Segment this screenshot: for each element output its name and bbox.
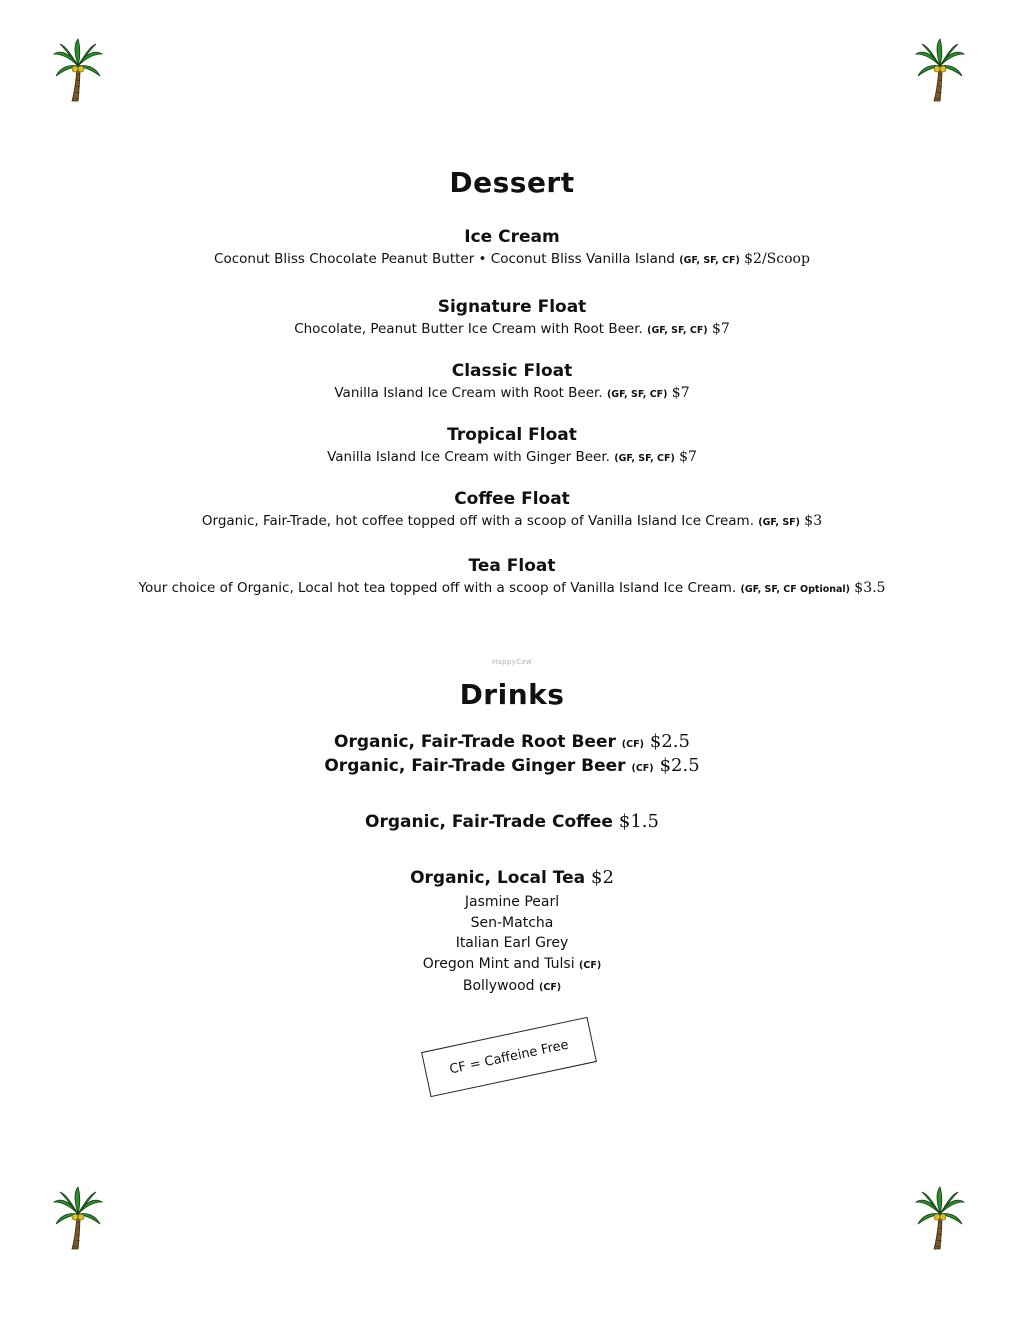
item-price: $3	[804, 513, 823, 529]
drink-name: Organic, Local Tea	[410, 868, 586, 888]
diet-tags: (CF)	[579, 959, 602, 971]
drink-item-ginger-beer	[0, 754, 1024, 781]
diet-tags: (GF, SF, CF Optional)	[740, 584, 850, 595]
tea-name: Bollywood	[462, 978, 535, 994]
palm-tree-icon	[52, 1186, 104, 1252]
item-desc-text: Your choice of Organic, Local hot tea topped off with a scoop of Vanilla Island Ice Cream.	[138, 580, 737, 596]
drink-price: $2.5	[659, 755, 700, 776]
tea-option	[0, 913, 1024, 934]
tea-option	[0, 954, 1024, 977]
diet-tags: (CF)	[539, 982, 562, 993]
item-description	[0, 383, 1024, 405]
diet-tags: (GF, SF)	[758, 517, 800, 528]
drink-item-root-beer	[0, 730, 1024, 757]
item-price: $7	[671, 385, 690, 401]
item-desc-text: Organic, Fair-Trade, hot coffee topped off with a scoop of Vanilla Island Ice Cream.	[201, 513, 754, 529]
menu-item-classic-float	[0, 360, 1024, 405]
drink-item-coffee	[0, 810, 1024, 834]
palm-tree-icon	[52, 38, 104, 104]
menu-item-coffee-float	[0, 488, 1024, 533]
item-name: Ice Cream	[464, 227, 560, 247]
legend-text: CF = Caffeine Free	[448, 1037, 570, 1077]
item-name: Tea Float	[468, 556, 556, 576]
watermark: HappyCow	[492, 658, 532, 666]
tea-name: Sen-Matcha	[470, 914, 554, 931]
diet-tags: (GF, SF, CF)	[606, 389, 668, 400]
item-desc-text: Vanilla Island Ice Cream with Ginger Beer.	[327, 449, 610, 465]
drink-name: Organic, Fair-Trade Coffee	[365, 812, 613, 832]
item-description	[0, 249, 1024, 271]
item-price: $3.5	[854, 580, 886, 596]
item-price: $7	[711, 321, 730, 337]
drink-price: $2	[591, 867, 614, 888]
item-description	[0, 578, 1024, 600]
item-description	[0, 447, 1024, 469]
item-description	[0, 319, 1024, 341]
drink-name: Organic, Fair-Trade Ginger Beer	[324, 756, 626, 776]
palm-tree-icon	[914, 1186, 966, 1252]
item-price: $2/Scoop	[744, 251, 810, 267]
drink-price: $2.5	[649, 731, 690, 752]
item-desc-text: Vanilla Island Ice Cream with Root Beer.	[334, 385, 603, 401]
item-name: Tropical Float	[447, 425, 577, 445]
drink-price: $1.5	[618, 811, 659, 832]
tea-option	[0, 892, 1024, 913]
tea-option	[0, 976, 1024, 999]
diet-tags: (GF, SF, CF)	[647, 325, 708, 336]
diet-tags: (CF)	[631, 763, 654, 774]
item-desc-text: Chocolate, Peanut Butter Ice Cream with Root Beer.	[294, 321, 643, 337]
tea-name: Oregon Mint and Tulsi	[422, 955, 575, 972]
diet-tags: (GF, SF, CF)	[614, 453, 675, 464]
item-name: Coffee Float	[454, 489, 570, 509]
diet-tags: (GF, SF, CF)	[679, 255, 740, 266]
item-desc-text: Coconut Bliss Chocolate Peanut Butter • Coconut Bliss Vanilla Island	[214, 251, 675, 267]
menu-item-tropical-float	[0, 424, 1024, 469]
palm-tree-icon	[914, 38, 966, 104]
tea-name: Jasmine Pearl	[464, 894, 560, 910]
menu-item-ice-cream	[0, 226, 1024, 271]
item-name: Signature Float	[437, 297, 587, 317]
drink-name: Organic, Fair-Trade Root Beer	[334, 732, 616, 752]
drinks-title: Drinks	[459, 678, 565, 711]
menu-item-tea-float	[0, 555, 1024, 600]
menu-item-signature-float	[0, 296, 1024, 341]
caffeine-free-legend	[421, 1017, 597, 1097]
item-description	[0, 511, 1024, 533]
drink-item-tea	[0, 866, 1024, 890]
tea-list	[0, 892, 1024, 999]
item-name: Classic Float	[451, 361, 573, 381]
diet-tags: (CF)	[621, 739, 644, 750]
tea-name: Italian Earl Grey	[455, 935, 569, 951]
tea-option	[0, 933, 1024, 954]
item-price: $7	[679, 449, 697, 465]
dessert-title: Dessert	[449, 166, 575, 199]
